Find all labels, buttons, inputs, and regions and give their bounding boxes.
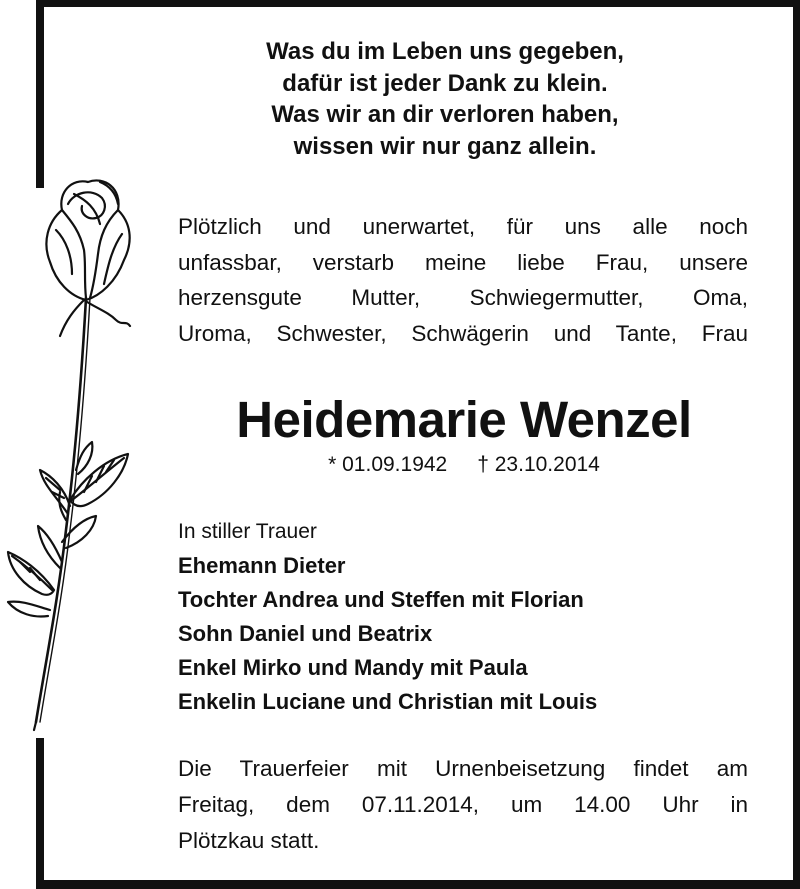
poem-line: Was wir an dir verloren haben, [271, 101, 619, 128]
death-date: † 23.10.2014 [477, 453, 600, 476]
mourners-list [178, 515, 768, 719]
deceased-name: Heidemarie Wenzel [236, 391, 692, 448]
poem-line: wissen wir nur ganz allein. [293, 132, 597, 160]
frame-left-bottom [36, 738, 44, 889]
poem [160, 36, 730, 162]
funeral-line: Freitag, dem 07.11.2014, um 14.00 Uhr in [178, 792, 748, 817]
frame-right [793, 0, 800, 889]
funeral-line: Die Trauerfeier mit Urnenbeisetzung findet am [178, 756, 748, 781]
mourner: Tochter Andrea und Steffen mit Florian [178, 587, 584, 612]
poem-line: dafür ist jeder Dank zu klein. [282, 69, 608, 97]
poem-line: Was du im Leben uns gegeben, [266, 38, 624, 65]
mourner: Enkel Mirko und Mandy mit Paula [178, 655, 528, 680]
funeral-notice [178, 751, 748, 859]
mourning-label: In stiller Trauer [178, 520, 317, 543]
mourner: Enkelin Luciane und Christian mit Louis [178, 689, 598, 714]
intro-line: Plötzlich und unerwartet, für uns alle noch [178, 214, 748, 239]
mourner: Ehemann Dieter [178, 553, 346, 578]
rose-icon [0, 170, 140, 740]
mourner: Sohn Daniel und Beatrix [178, 621, 433, 646]
intro-line: unfassbar, verstarb meine liebe Frau, unsere [178, 249, 748, 275]
frame-left-top [36, 0, 44, 188]
intro-line: Uroma, Schwester, Schwägerin und Tante, Frau [178, 320, 748, 346]
frame-bottom [36, 880, 800, 889]
frame-top [36, 0, 800, 7]
funeral-line: Plötzkau statt. [178, 828, 320, 853]
birth-date: * 01.09.1942 [328, 453, 448, 476]
intro-text [178, 209, 748, 351]
life-dates [160, 451, 768, 479]
intro-line: herzensgute Mutter, Schwiegermutter, Oma, [178, 285, 748, 310]
